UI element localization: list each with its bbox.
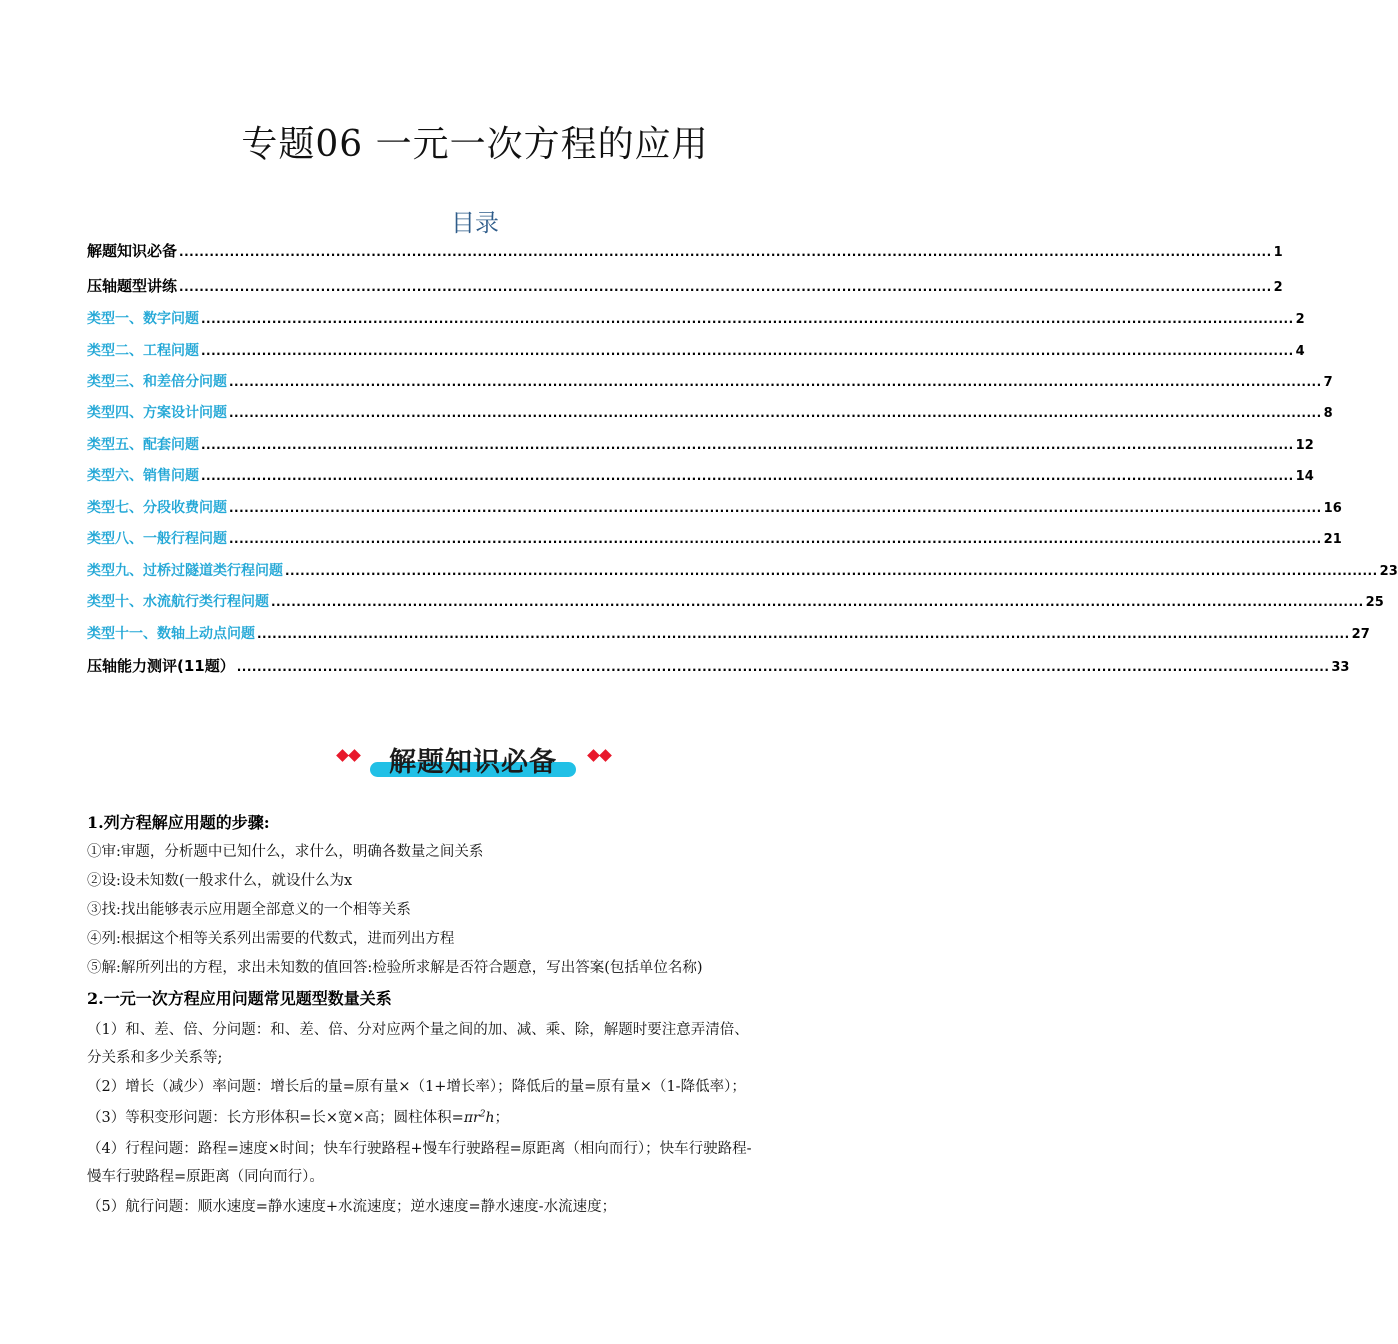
toc-item[interactable] bbox=[87, 434, 1314, 454]
toc-item-label: 类型七、分段收费问题 bbox=[87, 500, 227, 516]
toc-item-page: 25 bbox=[1365, 595, 1384, 610]
paragraph bbox=[87, 1106, 509, 1127]
paragraph: （1）和、差、倍、分问题：和、差、倍、分对应两个量之间的加、减、乘、除，解题时要注意弄清倍、 bbox=[87, 1022, 749, 1038]
toc-item-label: 解题知识必备 bbox=[87, 242, 178, 260]
step-item: ③找:找出能够表示应用题全部意义的一个相等关系 bbox=[87, 902, 411, 918]
section-heading: 2.一元一次方程应用问题常见题型数量关系 bbox=[87, 989, 392, 1008]
toc-item[interactable] bbox=[87, 623, 1370, 643]
toc-item[interactable] bbox=[87, 655, 1350, 676]
toc-leader-dots: ........................................................................................................................................................................................................................ bbox=[201, 469, 1294, 483]
toc-item-page: 12 bbox=[1295, 438, 1314, 453]
toc-item-page: 1 bbox=[1273, 245, 1283, 260]
toc-item[interactable] bbox=[87, 340, 1305, 360]
toc-item-page: 16 bbox=[1323, 501, 1342, 516]
formula-h: h bbox=[485, 1110, 495, 1126]
toc-item-label: 压轴能力测评(11题） bbox=[87, 657, 235, 675]
toc-leader-dots: ........................................................................................................................................................................................................................ bbox=[236, 660, 1330, 674]
toc-item-page: 23 bbox=[1379, 564, 1398, 579]
paragraph: 慢车行驶路程=原距离（同向而行）。 bbox=[87, 1169, 324, 1185]
step-item: ②设:设未知数(一般求什么，就设什么为x bbox=[87, 873, 353, 889]
toc-item-label: 类型六、销售问题 bbox=[87, 468, 199, 484]
step-item: ①审:审题，分析题中已知什么，求什么，明确各数量之间关系 bbox=[87, 844, 484, 860]
toc-leader-dots: ........................................................................................................................................................................................................................ bbox=[285, 564, 1378, 578]
step-item: ⑤解:解所列出的方程，求出未知数的值回答:检验所求解是否符合题意，写出答案(包括单位名称) bbox=[87, 960, 703, 976]
toc-item-label: 类型五、配套问题 bbox=[87, 437, 199, 453]
toc-item-label: 类型一、数字问题 bbox=[87, 311, 199, 327]
paragraph: （5）航行问题：顺水速度=静水速度+水流速度；逆水速度=静水速度-水流速度； bbox=[87, 1199, 617, 1215]
banner-title: 解题知识必备 bbox=[389, 747, 557, 778]
toc-leader-dots: ........................................................................................................................................................................................................................ bbox=[201, 312, 1294, 326]
toc-item[interactable] bbox=[87, 240, 1283, 261]
paragraph: （4）行程问题：路程=速度×时间；快车行驶路程+慢车行驶路程=原距离（相向而行）；快车行驶路程- bbox=[87, 1141, 752, 1157]
toc-item[interactable] bbox=[87, 591, 1384, 611]
toc-item[interactable] bbox=[87, 497, 1342, 517]
toc-leader-dots: ........................................................................................................................................................................................................................ bbox=[229, 406, 1322, 420]
toc-heading: 目录 bbox=[451, 209, 499, 237]
paragraph: （2）增长（减少）率问题：增长后的量=原有量×（1+增长率）；降低后的量=原有量×（1-降低率）； bbox=[87, 1079, 746, 1095]
toc-item[interactable] bbox=[87, 402, 1333, 422]
toc-item-page: 14 bbox=[1295, 469, 1314, 484]
cylinder-volume-formula bbox=[464, 1110, 495, 1126]
toc-item-label: 压轴题型讲练 bbox=[87, 277, 178, 295]
toc-leader-dots: ........................................................................................................................................................................................................................ bbox=[229, 375, 1322, 389]
section-heading: 1.列方程解应用题的步骤: bbox=[87, 813, 270, 832]
toc-item-label: 类型四、方案设计问题 bbox=[87, 405, 227, 421]
toc-item-label: 类型十、水流航行类行程问题 bbox=[87, 594, 269, 610]
toc-item-page: 33 bbox=[1331, 660, 1350, 675]
formula-exponent: 2 bbox=[479, 1109, 486, 1120]
toc-leader-dots: ........................................................................................................................................................................................................................ bbox=[201, 438, 1294, 452]
paragraph: 分关系和多少关系等; bbox=[87, 1050, 223, 1066]
toc-item[interactable] bbox=[87, 308, 1305, 328]
toc-item-label: 类型二、工程问题 bbox=[87, 343, 199, 359]
document-title: 专题06 一元一次方程的应用 bbox=[241, 124, 709, 165]
toc-leader-dots: ........................................................................................................................................................................................................................ bbox=[179, 280, 1272, 294]
toc-leader-dots: ........................................................................................................................................................................................................................ bbox=[229, 501, 1322, 515]
toc-leader-dots: ........................................................................................................................................................................................................................ bbox=[257, 627, 1350, 641]
toc-item[interactable] bbox=[87, 465, 1314, 485]
toc-leader-dots: ........................................................................................................................................................................................................................ bbox=[271, 595, 1364, 609]
toc-item-page: 7 bbox=[1323, 375, 1333, 390]
toc-item-page: 2 bbox=[1273, 280, 1283, 295]
formula-pi-r: πr bbox=[463, 1110, 480, 1126]
toc-item[interactable] bbox=[87, 528, 1342, 548]
toc-item-page: 4 bbox=[1295, 344, 1305, 359]
toc-item-label: 类型十一、数轴上动点问题 bbox=[87, 626, 255, 642]
paragraph-end: ； bbox=[494, 1110, 509, 1126]
toc-item-label: 类型九、过桥过隧道类行程问题 bbox=[87, 563, 283, 579]
toc-item-label: 类型三、和差倍分问题 bbox=[87, 374, 227, 390]
toc-item[interactable] bbox=[87, 371, 1333, 391]
toc-leader-dots: ........................................................................................................................................................................................................................ bbox=[201, 344, 1294, 358]
toc-item[interactable] bbox=[87, 275, 1283, 296]
toc-item-page: 8 bbox=[1323, 406, 1333, 421]
toc-item-page: 21 bbox=[1323, 532, 1342, 547]
toc-item-page: 27 bbox=[1351, 627, 1370, 642]
toc-item-label: 类型八、一般行程问题 bbox=[87, 531, 227, 547]
toc-item[interactable] bbox=[87, 560, 1398, 580]
section-banner bbox=[332, 738, 622, 780]
toc-item-page: 2 bbox=[1295, 312, 1305, 327]
toc-leader-dots: ........................................................................................................................................................................................................................ bbox=[179, 245, 1272, 259]
paragraph-text: （3）等积变形问题：长方形体积=长×宽×高；圆柱体积= bbox=[87, 1110, 464, 1126]
toc-leader-dots: ........................................................................................................................................................................................................................ bbox=[229, 532, 1322, 546]
step-item: ④列:根据这个相等关系列出需要的代数式，进而列出方程 bbox=[87, 931, 455, 947]
